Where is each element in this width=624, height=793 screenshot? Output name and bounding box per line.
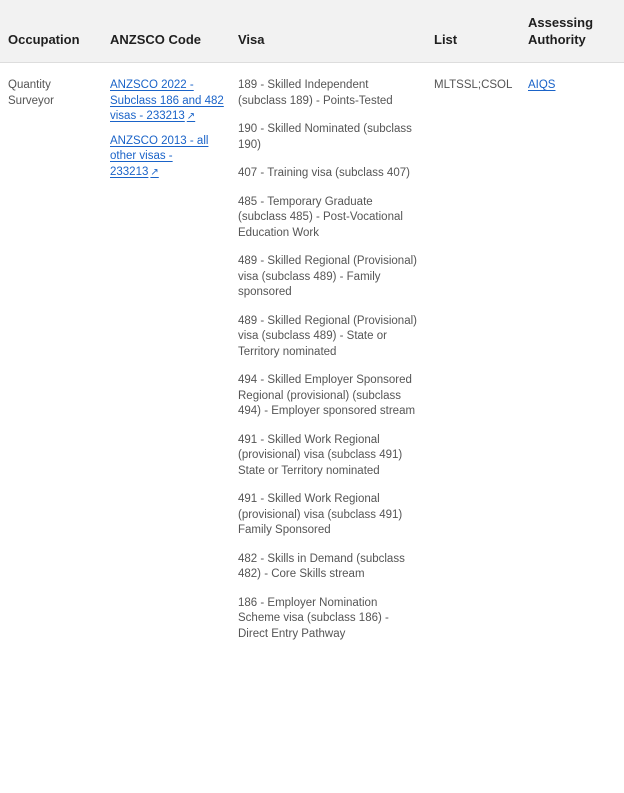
list-item: 482 - Skills in Demand (subclass 482) - Core Skills stream [238,552,405,580]
anzsco-2013-link-text: ANZSCO 2013 - all other visas - 233213 [110,134,209,178]
skills-list-value: MLTSSL;CSOL [434,79,513,91]
table-row [0,63,624,656]
list-item: 189 - Skilled Independent (subclass 189) - Points-Tested [238,79,393,107]
anzsco-2022-link-text: ANZSCO 2022 - Subclass 186 and 482 visas - 233213 [110,79,224,122]
list-item: 491 - Skilled Work Regional (provisional) visa (subclass 491) Family Sponsored [238,493,403,536]
occupation-cell [0,63,102,656]
assessing-authority-cell [520,63,624,656]
external-link-icon: ↗ [186,111,196,122]
list-item: 485 - Temporary Graduate (subclass 485) - Post-Vocational Education Work [238,195,403,239]
header-anzsco-code: ANZSCO Code [102,0,230,63]
header-list: List [426,0,520,63]
list-cell [426,63,520,656]
anzsco-2022-link[interactable] [110,79,224,122]
list-item: 407 - Training visa (subclass 407) [238,167,410,179]
list-item: 491 - Skilled Work Regional (provisional) visa (subclass 491) State or Territory nominated [238,433,403,477]
table-header [0,0,624,63]
anzsco-code-cell [102,63,230,656]
assessing-authority-link[interactable]: AIQS [528,79,556,91]
external-link-icon: ↗ [150,166,159,178]
visa-cell [230,63,426,656]
visa-list [238,78,420,642]
table-body [0,63,624,656]
list-item: 494 - Skilled Employer Sponsored Regional (provisional) (subclass 494) - Employer sponsored stream [238,374,416,417]
occupation-name: Quantity Surveyor [8,79,55,107]
list-item: 186 - Employer Nomination Scheme visa (subclass 186) - Direct Entry Pathway [238,596,389,640]
header-row [0,0,624,63]
header-occupation: Occupation [0,0,102,63]
anzsco-2013-link[interactable] [110,135,208,178]
list-item: 190 - Skilled Nominated (subclass 190) [238,123,412,151]
list-item: 489 - Skilled Regional (Provisional) visa (subclass 489) - State or Territory nominated [238,314,417,358]
header-visa: Visa [230,0,426,63]
header-assessing-authority: Assessing Authority [520,0,624,63]
list-item: 489 - Skilled Regional (Provisional) visa (subclass 489) - Family sponsored [238,255,417,298]
